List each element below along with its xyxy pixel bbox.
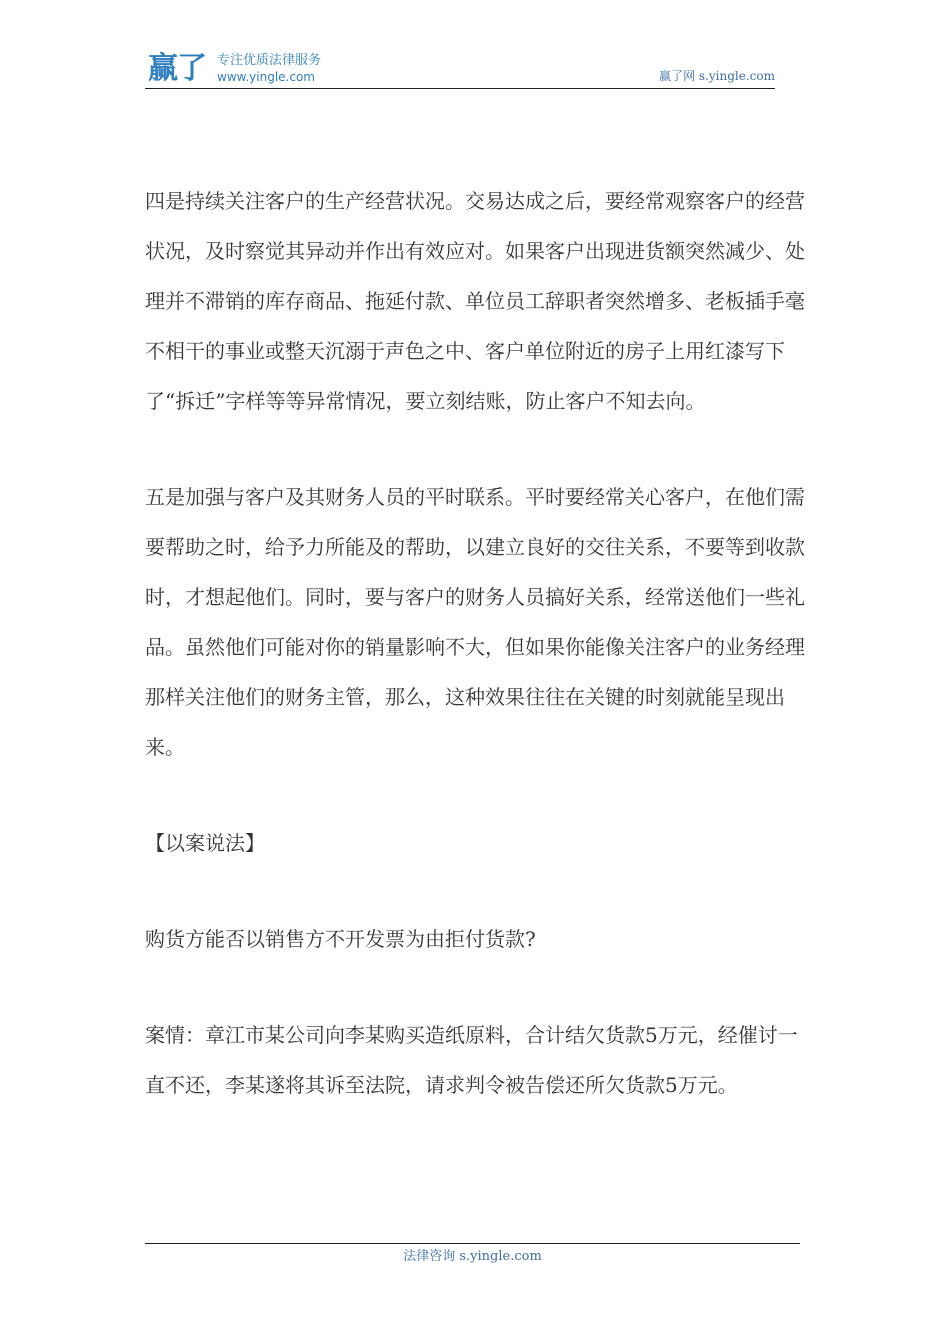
section-heading: 【以案说法】 — [145, 831, 265, 855]
case-question: 购货方能否以销售方不开发票为由拒付货款? — [145, 927, 536, 951]
document-body — [145, 176, 810, 1110]
page-header — [145, 50, 775, 89]
footer-link[interactable]: 法律咨询 s.yingle.com — [403, 1249, 542, 1264]
paragraph-four: 四是持续关注客户的生产经营状况。交易达成之后，要经常观察客户的经营状况，及时察觉其异动并作出有效应对。如果客户出现进货额突然减少、处理并不滞销的库存商品、拖延付款、单位员工辞职者突然增多、老板插手毫不相干的事业或整天沉溺于声色之中、客户单位附近的房子上用红漆写下了“拆迁”字样等等异常情况，要立刻结账，防止客户不知去向。 — [145, 189, 805, 413]
footer-divider — [145, 1243, 800, 1244]
logo-url[interactable]: www.yingle.com — [217, 70, 315, 84]
logo-slogan: 专注优质法律服务 — [217, 53, 322, 68]
header-site-link[interactable]: 赢了网 s.yingle.com — [659, 69, 775, 83]
yingle-logo[interactable]: 赢了 — [148, 51, 206, 86]
case-details: 案情：章江市某公司向李某购买造纸原料，合计结欠货款5万元，经催讨一直不还，李某遂将其诉至法院，请求判令被告偿还所欠货款5万元。 — [145, 1023, 798, 1097]
paragraph-five: 五是加强与客户及其财务人员的平时联系。平时要经常关心客户，在他们需要帮助之时，给予力所能及的帮助，以建立良好的交往关系，不要等到收款时，才想起他们。同时，要与客户的财务人员搞好关系，经常送他们一些礼品。虽然他们可能对你的销量影响不大，但如果你能像关注客户的业务经理那样关注他们的财务主管，那么，这种效果往往在关键的时刻就能呈现出来。 — [145, 485, 805, 759]
